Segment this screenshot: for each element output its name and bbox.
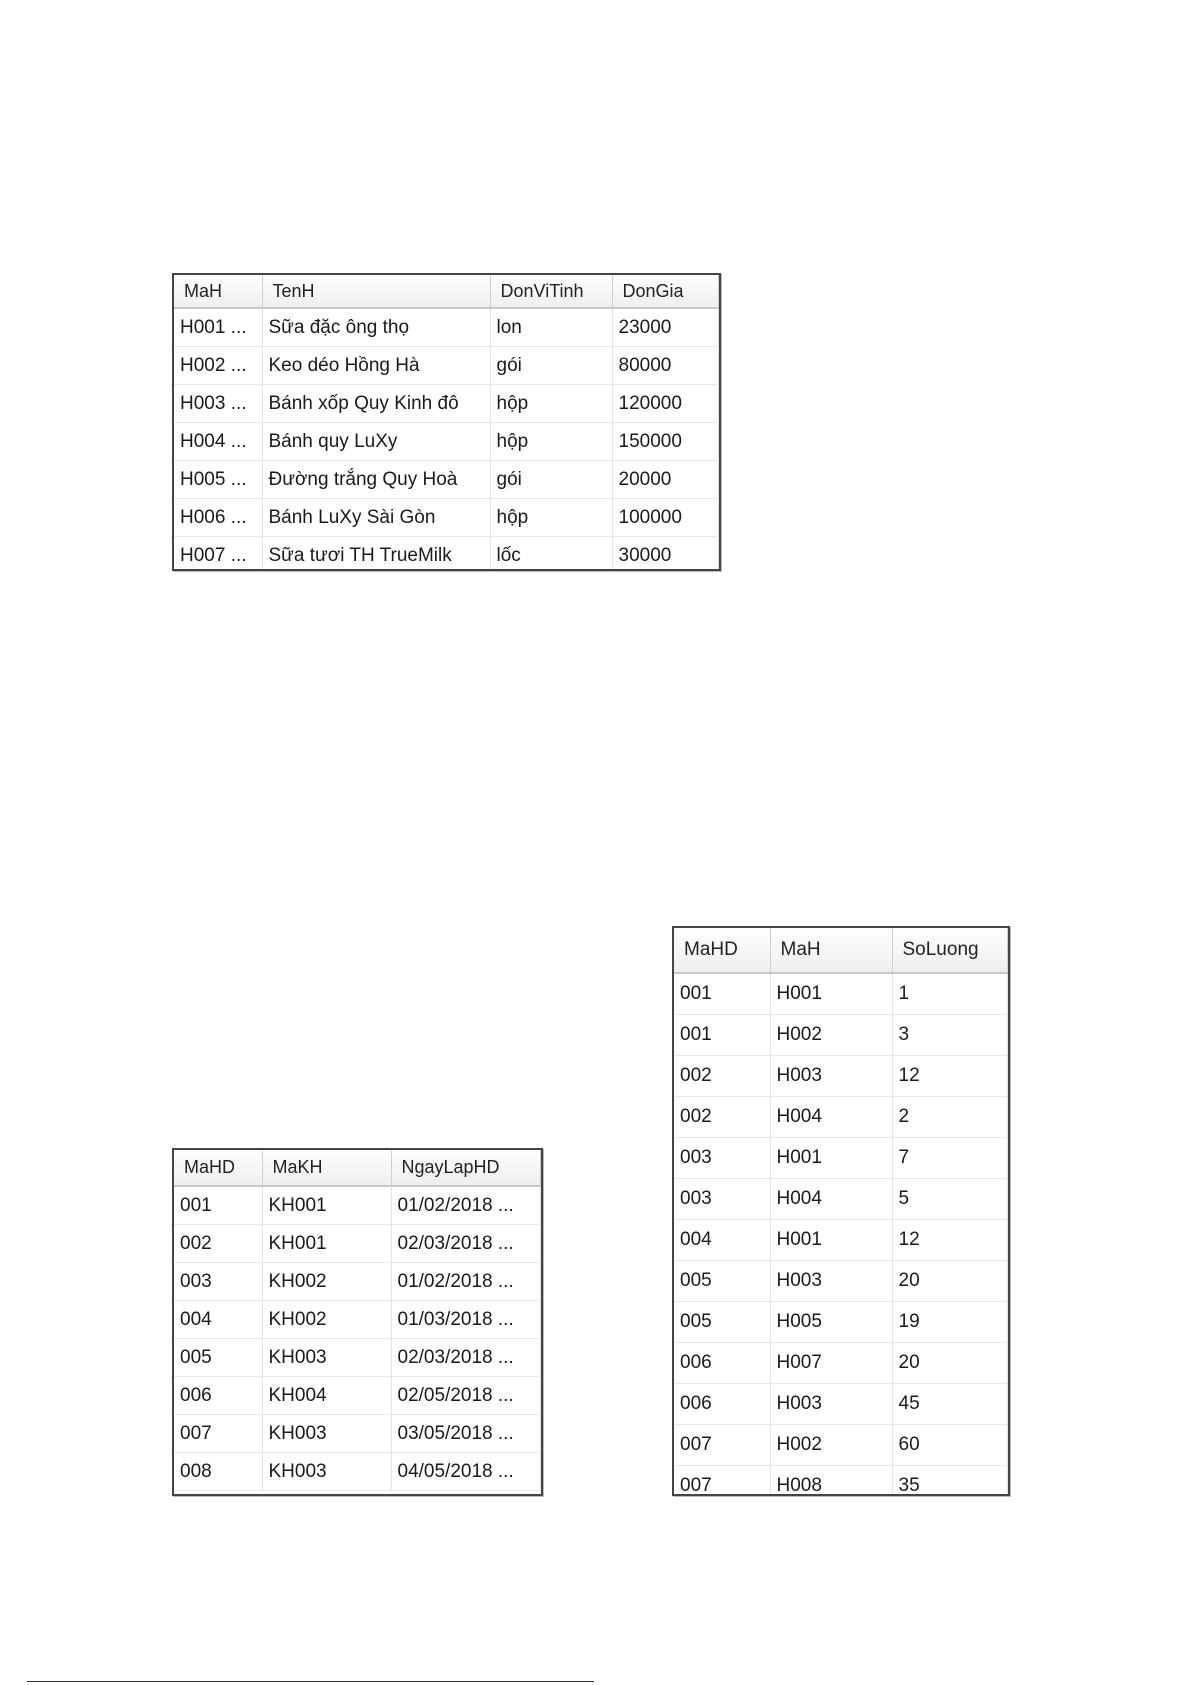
column-header[interactable]: MaHD xyxy=(674,928,770,973)
cthd-table xyxy=(672,926,1010,1496)
table-row[interactable] xyxy=(674,1261,1008,1302)
table-cell[interactable]: KH004 xyxy=(262,1377,391,1415)
table-cell[interactable]: 007 xyxy=(674,1466,770,1497)
column-header[interactable]: DonGia xyxy=(612,275,719,308)
table-row[interactable] xyxy=(674,1425,1008,1466)
column-header[interactable]: MaHD xyxy=(174,1150,262,1186)
table-cell[interactable]: 12 xyxy=(892,1056,1008,1097)
table-cell[interactable]: lốc xyxy=(490,537,612,572)
table-cell[interactable]: Bánh xốp Quy Kinh đô xyxy=(262,385,490,423)
table-cell[interactable]: 004 xyxy=(174,1301,262,1339)
table-cell[interactable]: 20 xyxy=(892,1343,1008,1384)
table-cell[interactable]: 02/03/2018 ... xyxy=(391,1225,541,1263)
table-cell[interactable]: 003 xyxy=(674,1138,770,1179)
table-row[interactable] xyxy=(174,537,719,572)
table-cell[interactable]: Bánh quy LuXy xyxy=(262,423,490,461)
table-cell[interactable]: hộp xyxy=(490,385,612,423)
table-cell[interactable]: 005 xyxy=(674,1261,770,1302)
table-cell[interactable]: KH001 xyxy=(262,1186,391,1225)
table-row[interactable] xyxy=(674,1138,1008,1179)
hoadon-table xyxy=(172,1148,543,1496)
table-cell[interactable]: 001 xyxy=(674,973,770,1015)
table-cell[interactable]: H003 ... xyxy=(174,385,262,423)
table-cell[interactable]: KH003 xyxy=(262,1415,391,1453)
footnote-divider xyxy=(27,1681,594,1682)
table-cell[interactable]: H007 xyxy=(770,1343,892,1384)
table-row[interactable] xyxy=(174,1339,541,1377)
table-cell[interactable]: 20000 xyxy=(612,461,719,499)
table-row[interactable] xyxy=(174,385,719,423)
table-row[interactable] xyxy=(674,1343,1008,1384)
table-body xyxy=(174,1186,541,1491)
table-row[interactable] xyxy=(174,461,719,499)
table-cell[interactable]: 45 xyxy=(892,1384,1008,1425)
table-row[interactable] xyxy=(674,973,1008,1015)
table-cell[interactable]: Keo déo Hồng Hà xyxy=(262,347,490,385)
table-cell[interactable]: 30000 xyxy=(612,537,719,572)
table-cell[interactable]: 006 xyxy=(674,1384,770,1425)
table-cell[interactable]: 02/03/2018 ... xyxy=(391,1339,541,1377)
header-row xyxy=(174,1150,541,1186)
hang-table xyxy=(172,273,721,571)
table-cell[interactable]: H008 xyxy=(770,1466,892,1497)
table-row[interactable] xyxy=(674,1056,1008,1097)
table-cell[interactable]: 005 xyxy=(674,1302,770,1343)
table-cell[interactable]: 03/05/2018 ... xyxy=(391,1415,541,1453)
table-cell[interactable]: 23000 xyxy=(612,308,719,347)
table-cell[interactable]: H004 xyxy=(770,1097,892,1138)
table-cell[interactable]: Sữa đặc ông thọ xyxy=(262,308,490,347)
table-cell[interactable]: 19 xyxy=(892,1302,1008,1343)
table-row[interactable] xyxy=(174,499,719,537)
table-cell[interactable]: H006 ... xyxy=(174,499,262,537)
table-cell[interactable]: KH002 xyxy=(262,1263,391,1301)
column-header[interactable]: TenH xyxy=(262,275,490,308)
table-cell[interactable]: H005 xyxy=(770,1302,892,1343)
table-cell[interactable]: H001 xyxy=(770,973,892,1015)
table-cell[interactable]: 006 xyxy=(674,1343,770,1384)
table-cell[interactable]: 2 xyxy=(892,1097,1008,1138)
table-cell[interactable]: 60 xyxy=(892,1425,1008,1466)
table-cell[interactable]: 01/02/2018 ... xyxy=(391,1263,541,1301)
table-row[interactable] xyxy=(174,1186,541,1225)
table-cell[interactable]: 7 xyxy=(892,1138,1008,1179)
table-cell[interactable]: 02/05/2018 ... xyxy=(391,1377,541,1415)
table-cell[interactable]: 001 xyxy=(174,1186,262,1225)
table-cell[interactable]: Sữa tươi TH TrueMilk xyxy=(262,537,490,572)
table-cell[interactable]: 100000 xyxy=(612,499,719,537)
table-cell[interactable]: H005 ... xyxy=(174,461,262,499)
table-cell[interactable]: 04/05/2018 ... xyxy=(391,1453,541,1491)
header-row xyxy=(674,928,1008,973)
table-row[interactable] xyxy=(174,1453,541,1491)
table-cell[interactable]: 001 xyxy=(674,1015,770,1056)
table-row[interactable] xyxy=(174,1263,541,1301)
table-cell[interactable]: H001 xyxy=(770,1220,892,1261)
table-row[interactable] xyxy=(174,1415,541,1453)
table-row[interactable] xyxy=(674,1015,1008,1056)
table-cell[interactable]: gói xyxy=(490,461,612,499)
table-cell[interactable]: lon xyxy=(490,308,612,347)
table-cell[interactable]: H002 ... xyxy=(174,347,262,385)
table-cell[interactable]: 01/02/2018 ... xyxy=(391,1186,541,1225)
table-cell[interactable]: 007 xyxy=(674,1425,770,1466)
table-cell[interactable]: 80000 xyxy=(612,347,719,385)
table-cell[interactable]: 002 xyxy=(674,1056,770,1097)
table-row[interactable] xyxy=(174,1301,541,1339)
table-cell[interactable]: H001 ... xyxy=(174,308,262,347)
table-row[interactable] xyxy=(674,1220,1008,1261)
table-row[interactable] xyxy=(174,423,719,461)
table-cell[interactable]: hộp xyxy=(490,423,612,461)
table-cell[interactable]: 35 xyxy=(892,1466,1008,1497)
table-cell[interactable]: 003 xyxy=(174,1263,262,1301)
table-cell[interactable]: 01/03/2018 ... xyxy=(391,1301,541,1339)
table-cell[interactable]: H007 ... xyxy=(174,537,262,572)
table-row[interactable] xyxy=(174,347,719,385)
column-header[interactable]: MaKH xyxy=(262,1150,391,1186)
table-body xyxy=(674,973,1008,1496)
table-cell[interactable]: 008 xyxy=(174,1453,262,1491)
table-row[interactable] xyxy=(674,1384,1008,1425)
table-row[interactable] xyxy=(174,1377,541,1415)
table-cell[interactable]: 006 xyxy=(174,1377,262,1415)
table-body xyxy=(174,308,719,571)
table-cell[interactable]: H002 xyxy=(770,1015,892,1056)
table-row[interactable] xyxy=(674,1302,1008,1343)
table-cell[interactable]: 150000 xyxy=(612,423,719,461)
table-cell[interactable]: hộp xyxy=(490,499,612,537)
column-header[interactable]: DonViTinh xyxy=(490,275,612,308)
column-header[interactable]: NgayLapHD xyxy=(391,1150,541,1186)
table-cell[interactable]: H001 xyxy=(770,1138,892,1179)
table-cell[interactable]: H004 xyxy=(770,1179,892,1220)
table-cell[interactable]: KH003 xyxy=(262,1453,391,1491)
table-cell[interactable]: 120000 xyxy=(612,385,719,423)
table-cell[interactable]: 5 xyxy=(892,1179,1008,1220)
table-cell[interactable]: 1 xyxy=(892,973,1008,1015)
table-cell[interactable]: 20 xyxy=(892,1261,1008,1302)
table-cell[interactable]: H002 xyxy=(770,1425,892,1466)
table-cell[interactable]: 12 xyxy=(892,1220,1008,1261)
table-row[interactable] xyxy=(674,1097,1008,1138)
table-cell[interactable]: 3 xyxy=(892,1015,1008,1056)
table-cell[interactable]: H003 xyxy=(770,1261,892,1302)
table-cell[interactable]: KH002 xyxy=(262,1301,391,1339)
table-cell[interactable]: Đường trắng Quy Hoà xyxy=(262,461,490,499)
header-row xyxy=(174,275,719,308)
table-row[interactable] xyxy=(174,308,719,347)
table-cell[interactable]: 002 xyxy=(674,1097,770,1138)
table-cell[interactable]: Bánh LuXy Sài Gòn xyxy=(262,499,490,537)
table-cell[interactable]: 007 xyxy=(174,1415,262,1453)
table-cell[interactable]: H003 xyxy=(770,1056,892,1097)
table-row[interactable] xyxy=(174,1225,541,1263)
table-cell[interactable]: KH001 xyxy=(262,1225,391,1263)
table-cell[interactable]: KH003 xyxy=(262,1339,391,1377)
table-cell[interactable]: 004 xyxy=(674,1220,770,1261)
table-row[interactable] xyxy=(674,1179,1008,1220)
table-cell[interactable]: 005 xyxy=(174,1339,262,1377)
table-cell[interactable]: H003 xyxy=(770,1384,892,1425)
table-cell[interactable]: 003 xyxy=(674,1179,770,1220)
table-cell[interactable]: gói xyxy=(490,347,612,385)
table-row[interactable] xyxy=(674,1466,1008,1497)
column-header[interactable]: MaH xyxy=(174,275,262,308)
column-header[interactable]: MaH xyxy=(770,928,892,973)
table-cell[interactable]: H004 ... xyxy=(174,423,262,461)
column-header[interactable]: SoLuong xyxy=(892,928,1008,973)
table-cell[interactable]: 002 xyxy=(174,1225,262,1263)
